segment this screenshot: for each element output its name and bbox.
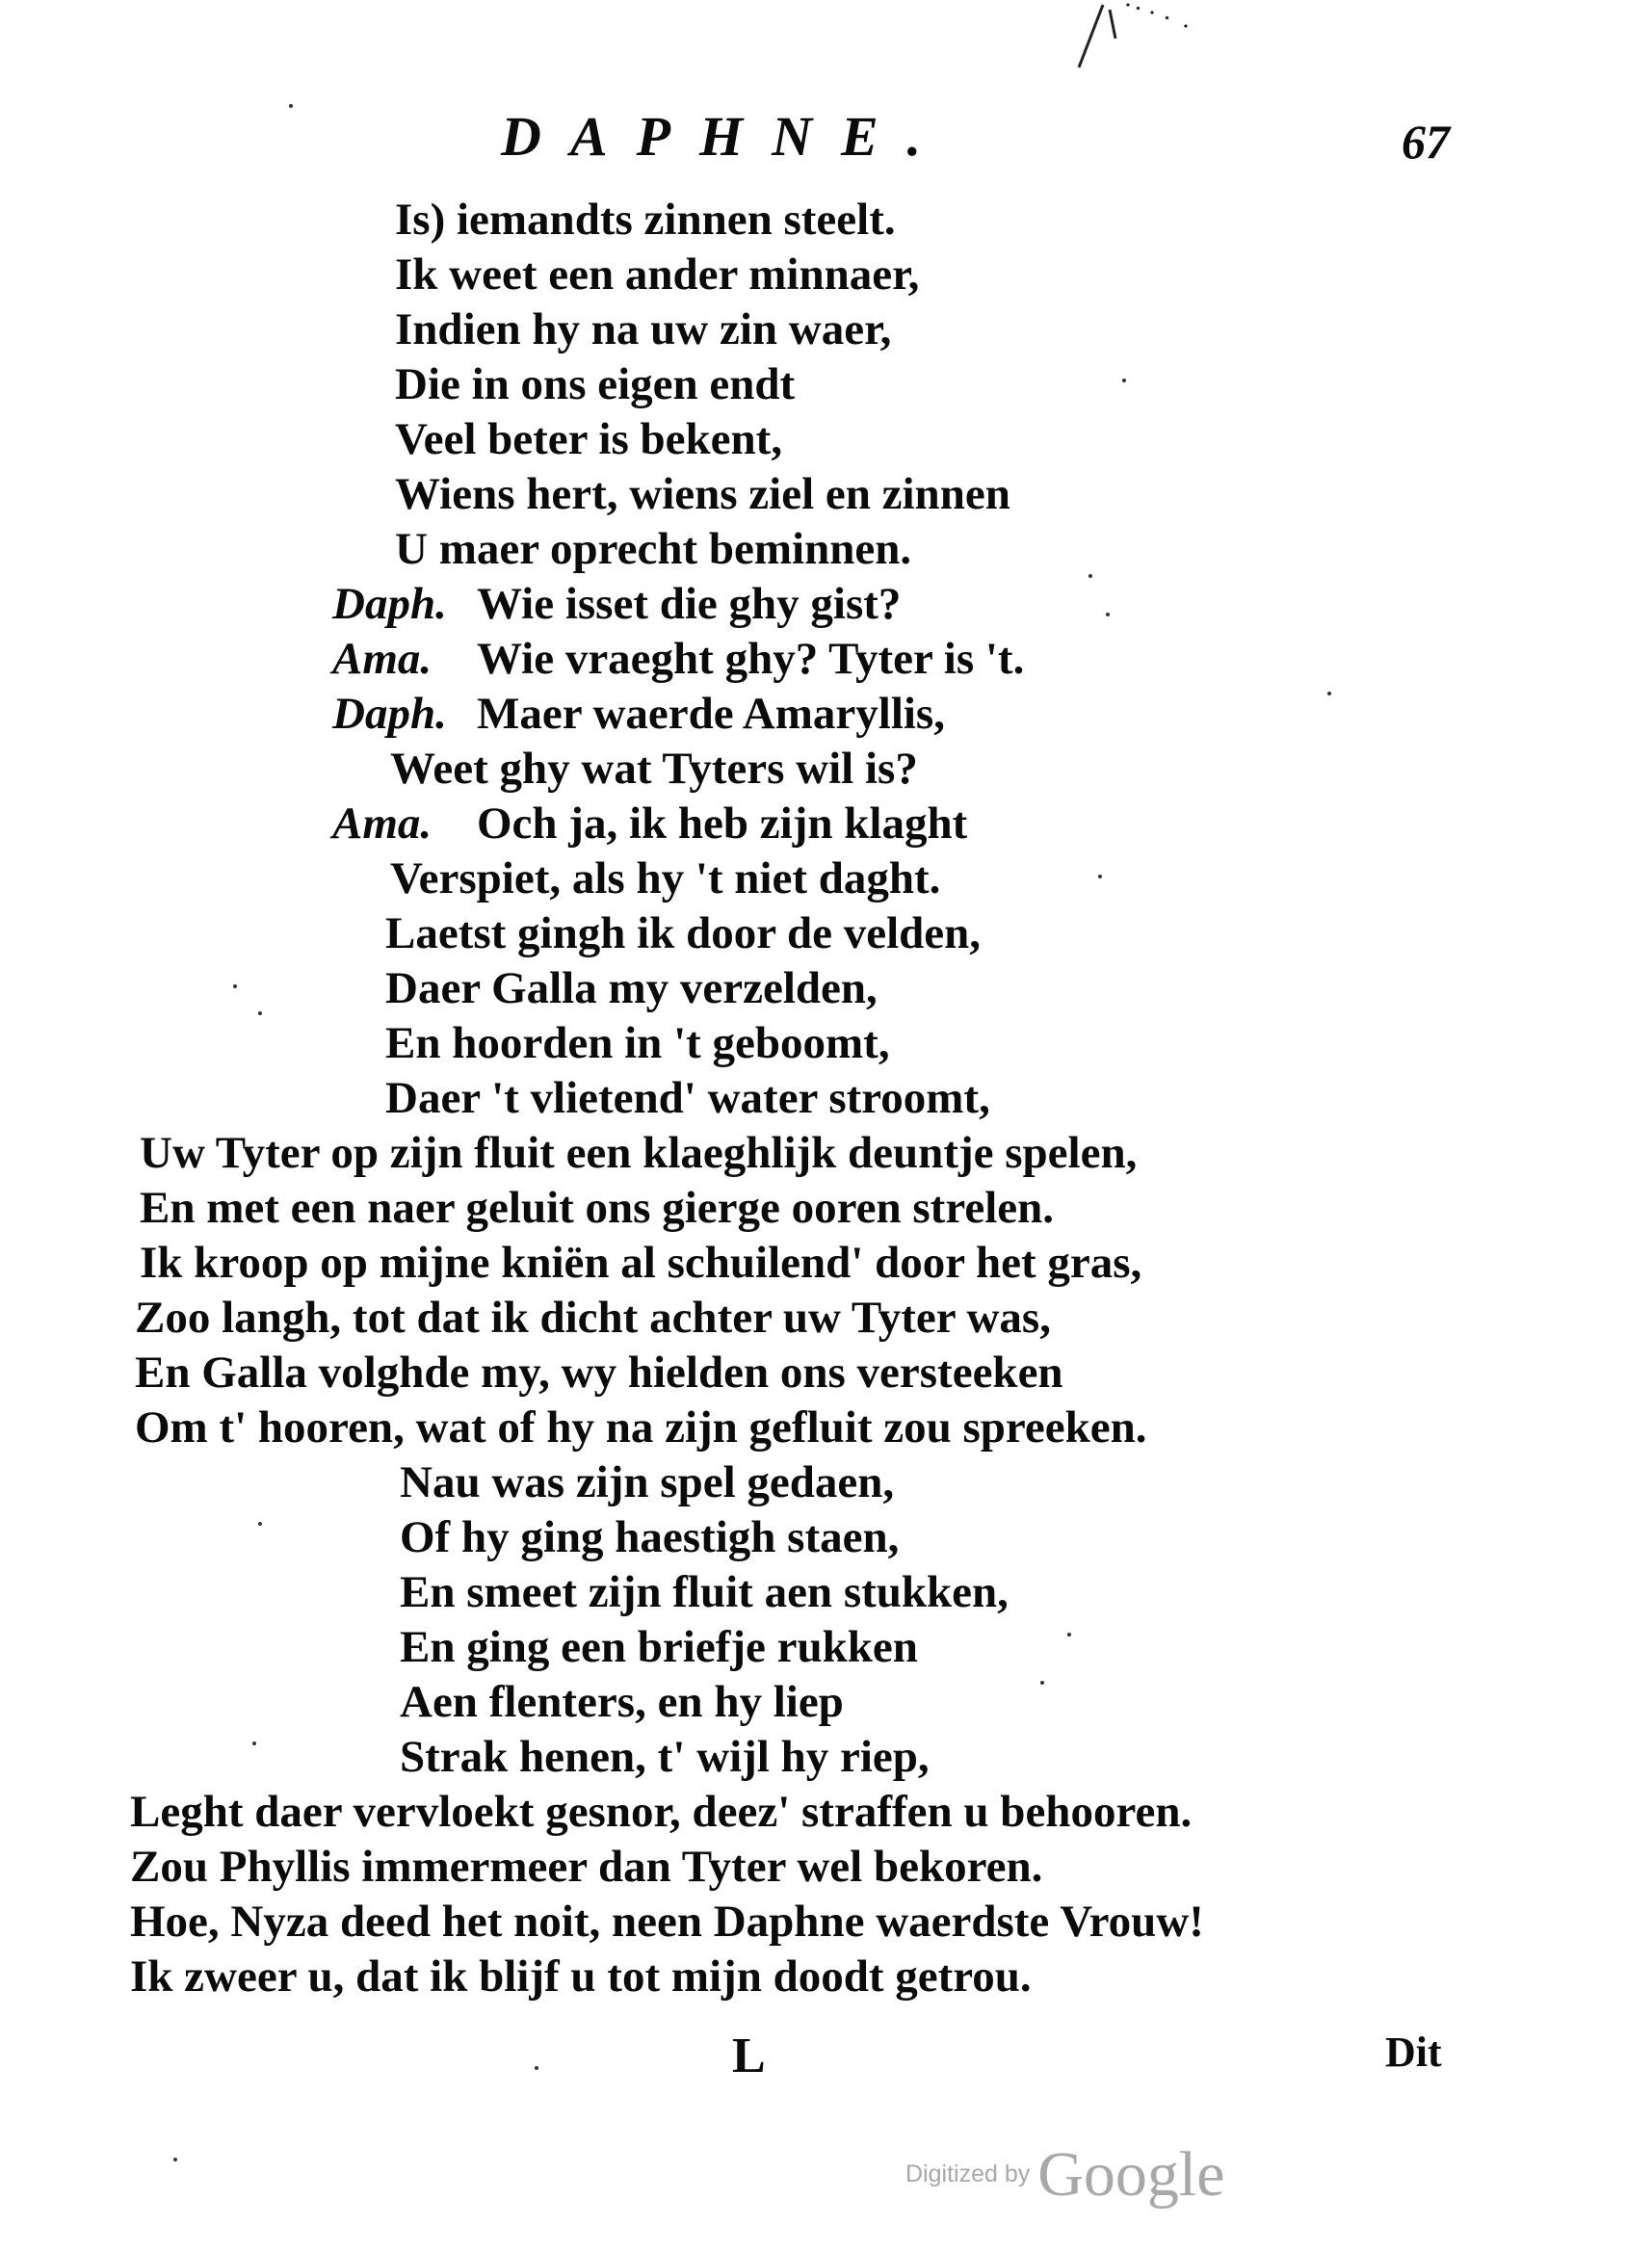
catchword: Dit: [1385, 2029, 1442, 2076]
verse-line: [400, 1510, 899, 1564]
verse-text: Wie isset die ghy gist?: [477, 579, 902, 629]
ink-speck: [1098, 875, 1102, 878]
verse-line: [385, 1071, 990, 1125]
ink-speck: [258, 1011, 262, 1015]
verse-text: Veel beter is bekent,: [395, 414, 783, 464]
verse-line: [140, 1236, 1141, 1290]
verse-line: [385, 906, 981, 960]
verse-text: En ging een briefje rukken: [400, 1622, 918, 1672]
page-number: 67: [1402, 115, 1450, 169]
verse-text: Wie vraeght ghy? Tyter is 't.: [477, 634, 1025, 684]
ink-speck: [173, 2158, 177, 2161]
verse-line: [400, 1455, 894, 1509]
verse-line: [400, 1565, 1009, 1619]
verse-line: [390, 851, 940, 905]
verse-line: [395, 412, 782, 466]
verse-text: Och ja, ik heb zijn klaght: [477, 799, 968, 849]
verse-line: [400, 1730, 930, 1784]
verse-line: [130, 1895, 1204, 1949]
verse-line: [400, 1675, 844, 1729]
verse-text: Laetst gingh ik door de velden,: [385, 908, 982, 958]
verse-text: En hoorden in 't geboomt,: [385, 1018, 890, 1068]
verse-line: [332, 797, 967, 851]
verse-line: [395, 302, 891, 356]
verse-line: [400, 1620, 918, 1674]
speaker-label: Daph.: [332, 579, 447, 629]
verse-line: [395, 248, 919, 301]
verse-line: [332, 577, 901, 631]
verse-text: Zou Phyllis immermeer dan Tyter wel bekoren.: [130, 1842, 1043, 1892]
verse-text: Die in ons eigen endt: [395, 359, 796, 409]
verse-text: En met een naer geluit ons gierge ooren strelen.: [140, 1183, 1054, 1233]
verse-line: [130, 1785, 1192, 1839]
verse-text: Leght daer vervloekt gesnor, deez' straffen u behooren.: [130, 1787, 1193, 1837]
verse-text: Om t' hooren, wat of hy na zijn gefluit zou spreeken.: [135, 1402, 1147, 1453]
ink-speck: [1040, 1681, 1044, 1685]
verse-line: [390, 742, 918, 796]
verse-text: Ik weet een ander minnaer,: [395, 249, 920, 300]
verse-text: Verspiet, als hy 't niet daght.: [390, 853, 941, 903]
verse-line: [332, 687, 945, 741]
verse-text: Daer Galla my verzelden,: [385, 963, 878, 1013]
ink-speck: [1327, 692, 1331, 695]
verse-text: Ik zweer u, dat ik blijf u tot mijn doodt getrou.: [130, 1951, 1032, 2002]
verse-line: [385, 1016, 890, 1070]
verse-text: Daer 't vlietend' water stroomt,: [385, 1073, 990, 1123]
watermark-small-text: Digitized by: [905, 2160, 1031, 2187]
verse-line: [135, 1346, 1063, 1400]
ink-speck: [233, 984, 237, 988]
speaker-label: Ama.: [332, 634, 433, 684]
verse-text: Is) iemandts zinnen steelt.: [395, 195, 896, 245]
ink-speck: [1106, 613, 1110, 616]
signature-mark: L: [732, 2029, 766, 2083]
ink-speck: [1122, 379, 1126, 382]
verse-text: En smeet zijn fluit aen stukken,: [400, 1567, 1009, 1617]
speaker-label: Daph.: [332, 689, 447, 739]
ink-speck: [1088, 574, 1092, 578]
verse-text: Aen flenters, en hy liep: [400, 1677, 844, 1727]
verse-text: Strak henen, t' wijl hy riep,: [400, 1732, 930, 1782]
verse-line: [385, 961, 878, 1015]
verse-text: Maer waerde Amaryllis,: [477, 689, 945, 739]
ink-speck: [258, 1522, 262, 1526]
verse-line: [395, 193, 896, 247]
ink-speck: [289, 104, 293, 108]
verse-text: Zoo langh, tot dat ik dicht achter uw Tyter was,: [135, 1293, 1051, 1343]
verse-text: Indien hy na uw zin waer,: [395, 304, 892, 354]
verse-line: [140, 1126, 1137, 1180]
watermark-logo-text: Google: [1037, 2139, 1225, 2210]
verse-text: Wiens hert, wiens ziel en zinnen: [395, 469, 1010, 519]
verse-text: Uw Tyter op zijn fluit een klaeghlijk deuntje spelen,: [140, 1128, 1138, 1178]
ink-speck: [1067, 1633, 1071, 1637]
verse-text: Of hy ging haestigh staen,: [400, 1512, 900, 1562]
digitized-watermark: [905, 2138, 1225, 2212]
verse-line: [130, 1950, 1032, 2003]
verse-line: [395, 522, 911, 576]
verse-line: [395, 467, 1010, 521]
verse-line: [135, 1401, 1147, 1454]
verse-text: Weet ghy wat Tyters wil is?: [390, 744, 918, 794]
ink-speck: [252, 1741, 256, 1745]
running-head-title: DAPHNE.: [501, 105, 951, 168]
verse-line: [395, 357, 795, 411]
speaker-label: Ama.: [332, 799, 433, 849]
verse-line: [135, 1291, 1051, 1345]
ink-smudge-top: [1060, 0, 1233, 82]
verse-text: U maer oprecht beminnen.: [395, 524, 912, 574]
verse-text: Ik kroop op mijne kniën al schuilend' door het gras,: [140, 1238, 1142, 1288]
verse-text: Nau was zijn spel gedaen,: [400, 1457, 895, 1507]
ink-speck: [535, 2066, 538, 2070]
verse-text: Hoe, Nyza deed het noit, neen Daphne waerdste Vrouw!: [130, 1897, 1204, 1947]
verse-line: [130, 1840, 1042, 1894]
verse-line: [332, 632, 1024, 686]
verse-text: En Galla volghde my, wy hielden ons versteeken: [135, 1348, 1063, 1398]
verse-line: [140, 1181, 1054, 1235]
